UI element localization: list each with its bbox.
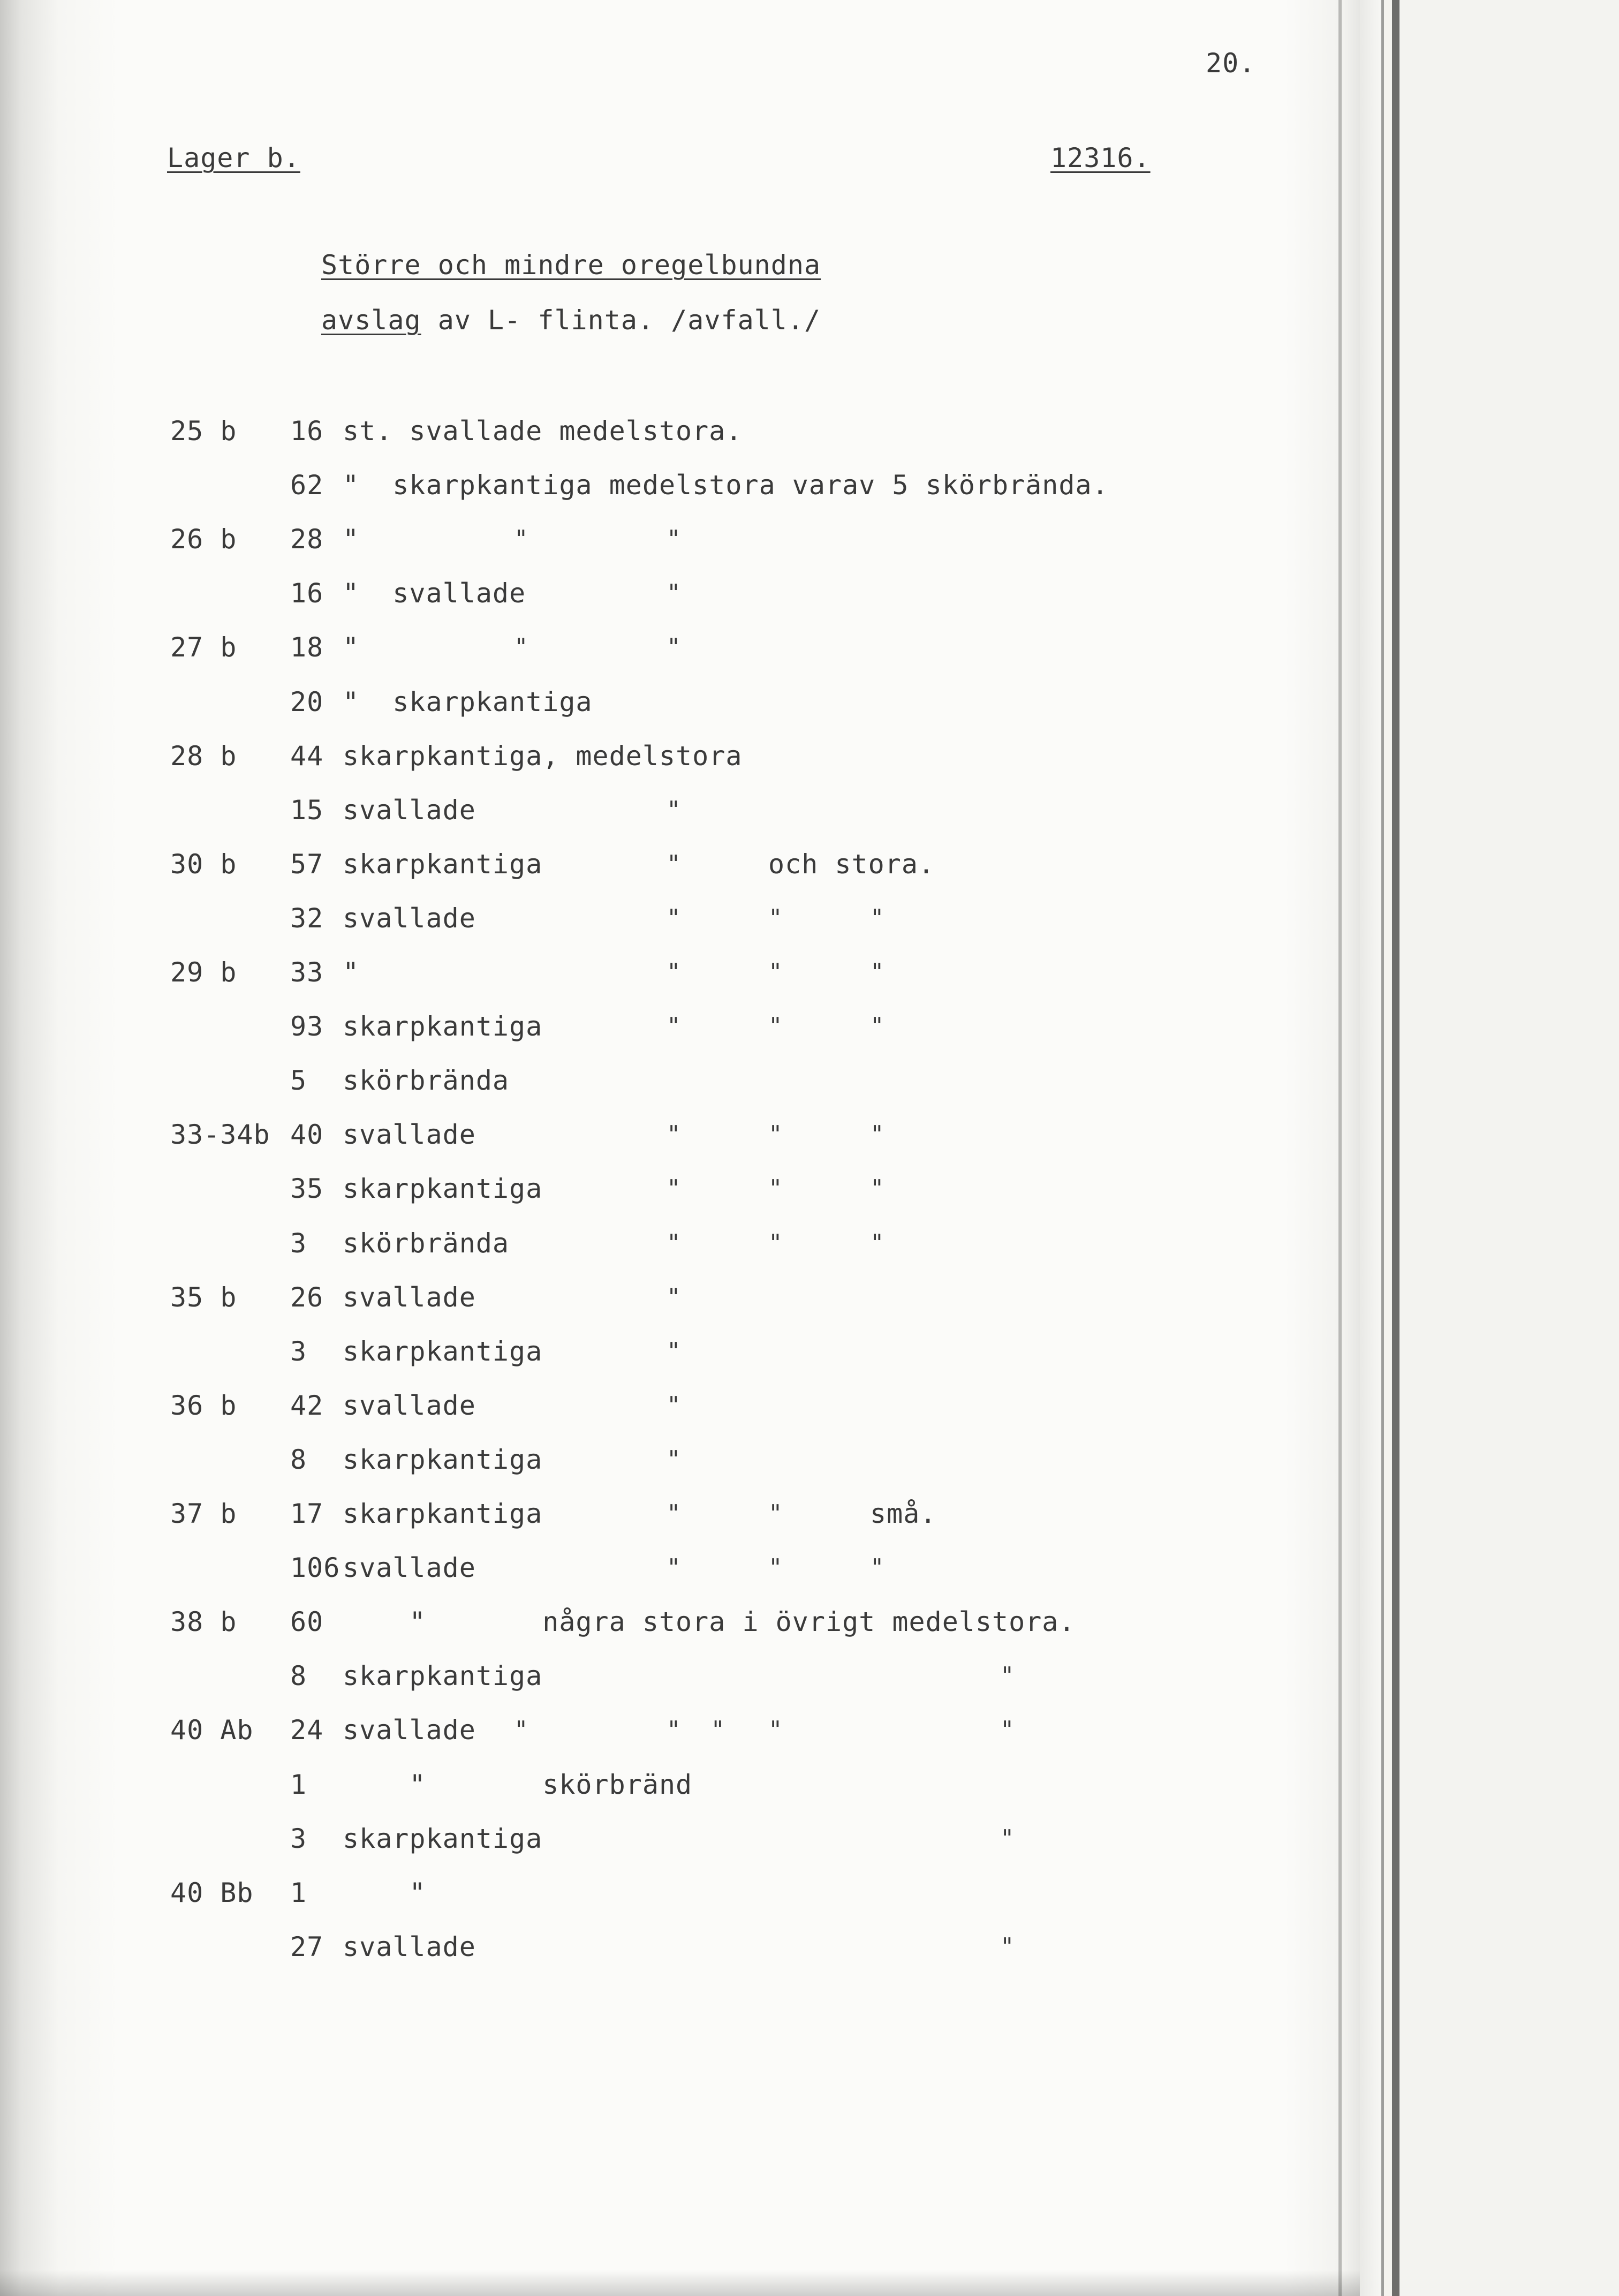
row-description: svallade: [343, 1931, 476, 1962]
row-description: " skarpkantiga: [343, 686, 593, 718]
ditto-mark-c: ": [768, 1013, 783, 1040]
ditto-mark-d: små.: [870, 1498, 937, 1529]
ditto-mark-d: ": [870, 958, 885, 986]
row-count: 1: [290, 1769, 307, 1800]
row-description: skarpkantiga: [343, 1660, 543, 1691]
row-description: skarpkantiga: [343, 1444, 543, 1475]
row-count: 40: [290, 1119, 324, 1150]
ditto-mark-c: ": [768, 1716, 783, 1743]
row-description: svallade: [343, 903, 476, 934]
ditto-mark-b: ": [667, 1175, 682, 1202]
row-count: 5: [290, 1065, 307, 1096]
row-count: 8: [290, 1444, 307, 1475]
ditto-mark-d: ": [870, 1554, 885, 1581]
row-label: 38 b: [170, 1606, 237, 1637]
ditto-mark-b: ": [667, 1338, 682, 1365]
row-label: 40 Ab: [170, 1715, 254, 1746]
ditto-mark-d: ": [870, 1175, 885, 1202]
row-label: 35 b: [170, 1282, 237, 1313]
row-label: 40 Bb: [170, 1877, 254, 1908]
ditto-mark-b: ": [667, 525, 682, 553]
ditto-mark-b: ": [667, 1229, 682, 1257]
row-count: 15: [290, 795, 324, 826]
row-count: 42: [290, 1390, 324, 1421]
row-description: skarpkantiga, medelstora: [343, 741, 743, 772]
row-count: 32: [290, 903, 324, 934]
row-description: " några stora i övrigt medelstora.: [343, 1606, 1076, 1637]
row-description: skarpkantiga: [343, 1011, 543, 1042]
row-description: svallade: [343, 1390, 476, 1421]
ditto-mark-b: ": [667, 904, 682, 932]
ditto-mark-b: ": [667, 850, 682, 878]
row-count: 16: [290, 578, 324, 609]
ditto-mark-a: ": [514, 525, 529, 553]
row-label: 36 b: [170, 1390, 237, 1421]
ditto-mark-b: ": [667, 1283, 682, 1311]
row-description: st. svallade medelstora.: [343, 416, 743, 447]
row-description: skörbrända: [343, 1228, 510, 1259]
heading-line-2-rest: av L- flinta. /avfall./: [421, 305, 821, 336]
bottom-edge-shadow: [0, 2270, 1360, 2296]
row-description: skarpkantiga: [343, 1498, 543, 1529]
binding-gap: [1360, 0, 1381, 2296]
row-label: 29 b: [170, 957, 237, 988]
row-label: 28 b: [170, 741, 237, 772]
row-description: ": [343, 1877, 426, 1908]
ditto-mark-c: ": [768, 904, 783, 932]
ditto-mark-c: ": [768, 1175, 783, 1202]
row-count: 18: [290, 632, 324, 663]
ditto-mark-e: ": [1000, 1933, 1015, 1960]
row-count: 35: [290, 1173, 324, 1204]
ditto-mark-b: ": [667, 958, 682, 986]
ditto-mark-c: och stora.: [768, 849, 935, 880]
row-description: skarpkantiga: [343, 849, 543, 880]
row-count: 28: [290, 524, 324, 555]
row-count: 27: [290, 1931, 324, 1962]
heading-line-2: [321, 304, 821, 336]
row-count: 24: [290, 1715, 324, 1746]
background-margin: [1399, 0, 1619, 2296]
row-count: 33: [290, 957, 324, 988]
row-count: 3: [290, 1228, 307, 1259]
row-label: 27 b: [170, 632, 237, 663]
ditto-mark-d: ": [870, 1013, 885, 1040]
ditto-mark-b: ": [667, 1013, 682, 1040]
ditto-mark-b: ": [667, 1392, 682, 1419]
row-count: 93: [290, 1011, 324, 1042]
row-count: 57: [290, 849, 324, 880]
ditto-mark-b: ": [667, 633, 682, 661]
row-label: 25 b: [170, 416, 237, 447]
row-count: 1: [290, 1877, 307, 1908]
row-description: " svallade: [343, 578, 526, 609]
binding-edge: [1392, 0, 1399, 2296]
row-description: ": [343, 957, 360, 988]
row-description: skörbrända: [343, 1065, 510, 1096]
row-label: 26 b: [170, 524, 237, 555]
binding-line: [1381, 0, 1384, 2296]
ditto-mark-b: ": [667, 796, 682, 824]
ditto-mark-b: ": [667, 579, 682, 607]
page-edge-shadow: [1338, 0, 1342, 2296]
header-layer-label: Lager b.: [167, 142, 300, 173]
row-label: 33-34b: [170, 1119, 270, 1150]
ditto-mark-c: ": [768, 1554, 783, 1581]
ditto-mark-a: ": [514, 1716, 529, 1743]
ditto-mark-c: ": [768, 1121, 783, 1148]
ditto-mark-c: ": [768, 1229, 783, 1257]
ditto-mark-a: ": [514, 633, 529, 661]
row-description: svallade: [343, 795, 476, 826]
row-description: skarpkantiga: [343, 1823, 543, 1854]
row-count: 62: [290, 470, 324, 501]
row-label: 37 b: [170, 1498, 237, 1529]
ditto-mark-c: ": [768, 958, 783, 986]
heading-underlined-word: avslag: [321, 305, 421, 336]
row-count: 3: [290, 1823, 307, 1854]
ditto-mark-c: ": [768, 1500, 783, 1527]
row-count: 20: [290, 686, 324, 718]
row-description: ": [343, 632, 360, 663]
row-description: skarpkantiga: [343, 1336, 543, 1367]
ditto-mark-b: " ": [667, 1716, 725, 1743]
ditto-mark-d: ": [870, 904, 885, 932]
row-description: svallade: [343, 1119, 476, 1150]
ditto-mark-b: ": [667, 1446, 682, 1473]
row-count: 26: [290, 1282, 324, 1313]
row-count: 60: [290, 1606, 324, 1637]
ditto-mark-e: ": [1000, 1662, 1015, 1689]
row-count: 17: [290, 1498, 324, 1529]
row-label: 30 b: [170, 849, 237, 880]
header-catalog-number: 12316.: [1050, 142, 1151, 173]
ditto-mark-e: ": [1000, 1716, 1015, 1743]
heading-line-1: Större och mindre oregelbundna: [321, 250, 821, 281]
row-count: 3: [290, 1336, 307, 1367]
row-count: 106: [290, 1552, 341, 1583]
ditto-mark-b: ": [667, 1554, 682, 1581]
row-description: svallade: [343, 1552, 476, 1583]
row-description: " skarpkantiga medelstora varav 5 skörbrända.: [343, 470, 1109, 501]
ditto-mark-e: ": [1000, 1825, 1015, 1852]
row-description: svallade: [343, 1715, 476, 1746]
page-number: 20.: [1206, 48, 1256, 79]
row-count: 16: [290, 416, 324, 447]
row-description: " skörbränd: [343, 1769, 693, 1800]
ditto-mark-d: ": [870, 1229, 885, 1257]
row-description: skarpkantiga: [343, 1173, 543, 1204]
row-count: 44: [290, 741, 324, 772]
row-count: 8: [290, 1660, 307, 1691]
ditto-mark-b: ": [667, 1121, 682, 1148]
ditto-mark-d: ": [870, 1121, 885, 1148]
ditto-mark-b: ": [667, 1500, 682, 1527]
row-description: svallade: [343, 1282, 476, 1313]
row-description: ": [343, 524, 360, 555]
